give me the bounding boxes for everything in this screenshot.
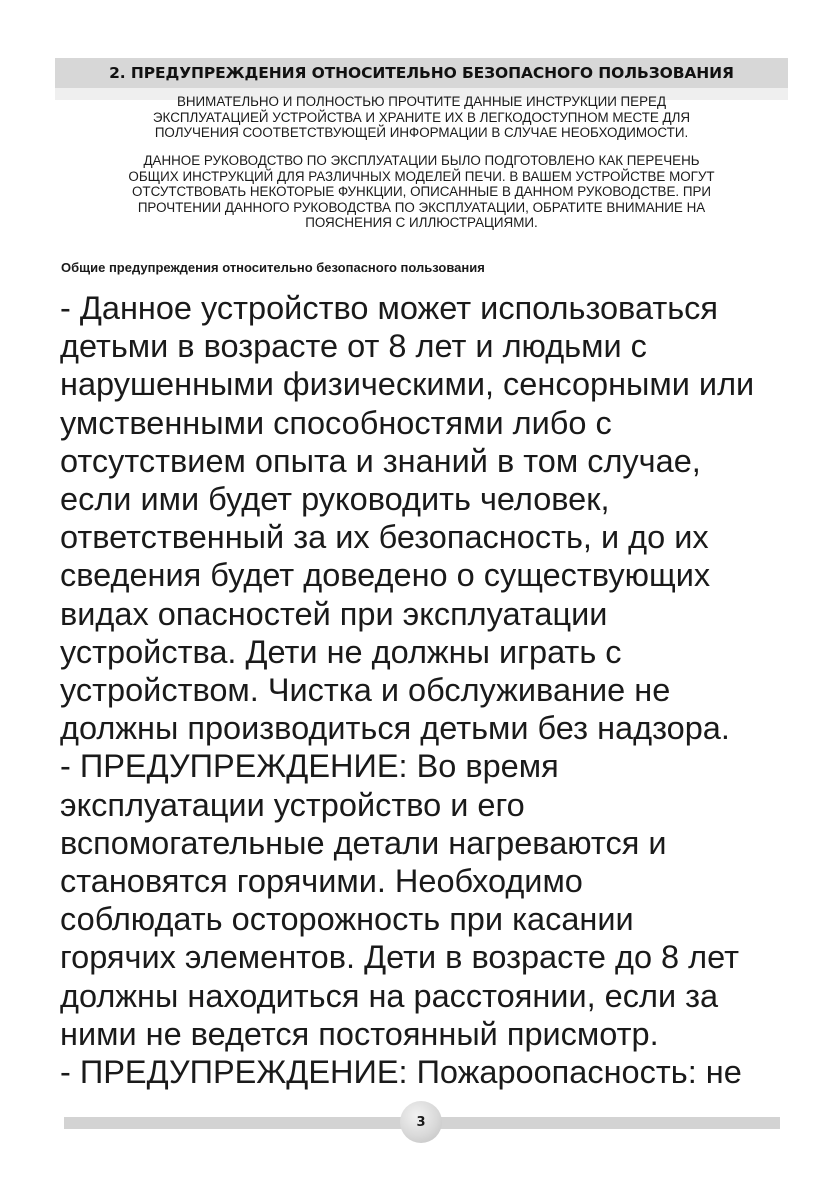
body-line: устройством. Чистка и обслуживание не (60, 672, 671, 709)
intro-line: ПОЛУЧЕНИЯ СООТВЕТСТВУЮЩЕЙ ИНФОРМАЦИИ В СЛУЧАЕ НЕОБХОДИМОСТИ. (154, 125, 689, 140)
intro-line: ДАННОЕ РУКОВОДСТВО ПО ЭКСПЛУАТАЦИИ БЫЛО ПОДГОТОВЛЕНО КАК ПЕРЕЧЕНЬ (143, 153, 700, 168)
subheading: Общие предупреждения относительно безопасного пользования (61, 260, 485, 275)
body-line: нарушенными физическими, сенсорными или (60, 366, 755, 403)
body-line: соблюдать осторожность при касании (60, 901, 634, 938)
body-line: отсутствием опыта и знаний в том случае, (60, 442, 701, 479)
body-line: сведения будет доведено о существующих (60, 557, 711, 594)
warnings-body (60, 289, 795, 1091)
intro-line: ПРОЧТЕНИИ ДАННОГО РУКОВОДСТВА ПО ЭКСПЛУАТАЦИИ, ОБРАТИТЕ ВНИМАНИЕ НА (137, 199, 706, 215)
body-line: эксплуатации устройство и его (60, 786, 525, 823)
body-line: ответственный за их безопасность, и до их (60, 519, 709, 556)
intro-line: ПОЯСНЕНИЯ С ИЛЛЮСТРАЦИЯМИ. (305, 215, 538, 230)
body-line: устройства. Дети не должны играть с (60, 633, 622, 670)
body-line: видах опасностей при эксплуатации (60, 595, 608, 632)
section-title: 2. ПРЕДУПРЕЖДЕНИЯ ОТНОСИТЕЛЬНО БЕЗОПАСНОГО ПОЛЬЗОВАНИЯ (109, 64, 734, 82)
intro-line: ОБЩИХ ИНСТРУКЦИЙ ДЛЯ РАЗЛИЧНЫХ МОДЕЛЕЙ ПЕЧИ. В ВАШЕМ УСТРОЙСТВЕ МОГУТ (128, 168, 715, 184)
body-line: - ПРЕДУПРЕЖДЕНИЕ: Во время (60, 748, 559, 785)
body-line: детьми в возрасте от 8 лет и людьми с (60, 328, 647, 365)
body-line: умственными способностями либо с (60, 404, 612, 441)
body-line: вспомогательные детали нагреваются и (60, 824, 667, 861)
page-number: 3 (416, 1114, 426, 1130)
page-number-badge (400, 1101, 442, 1143)
intro-line: ВНИМАТЕЛЬНО И ПОЛНОСТЬЮ ПРОЧТИТЕ ДАННЫЕ ИНСТРУКЦИИ ПЕРЕД (176, 94, 667, 109)
body-line: ними не ведется постоянный присмотр. (60, 1015, 659, 1052)
body-line: должны находиться на расстоянии, если за (60, 977, 719, 1014)
body-line: если ими будет руководить человек, (60, 481, 610, 518)
body-line: - ПРЕДУПРЕЖДЕНИЕ: Пожароопасность: не (60, 1054, 742, 1091)
section-header (55, 58, 788, 88)
body-line: должны производиться детьми без надзора. (60, 710, 730, 747)
body-line: горячих элементов. Дети в возрасте до 8 лет (60, 939, 740, 976)
intro-paragraph-1 (55, 94, 788, 141)
intro-line: ОТСУТСТВОВАТЬ НЕКОТОРЫЕ ФУНКЦИИ, ОПИСАННЫЕ В ДАННОМ РУКОВОДСТВЕ. ПРИ (132, 184, 711, 199)
intro-line: ЭКСПЛУАТАЦИЕЙ УСТРОЙСТВА И ХРАНИТЕ ИХ В ЛЕГКОДОСТУПНОМ МЕСТЕ ДЛЯ (152, 109, 691, 125)
body-line: - Данное устройство может использоваться (60, 290, 718, 326)
intro-paragraph-2 (55, 153, 788, 231)
body-line: становятся горячими. Необходимо (60, 863, 583, 900)
